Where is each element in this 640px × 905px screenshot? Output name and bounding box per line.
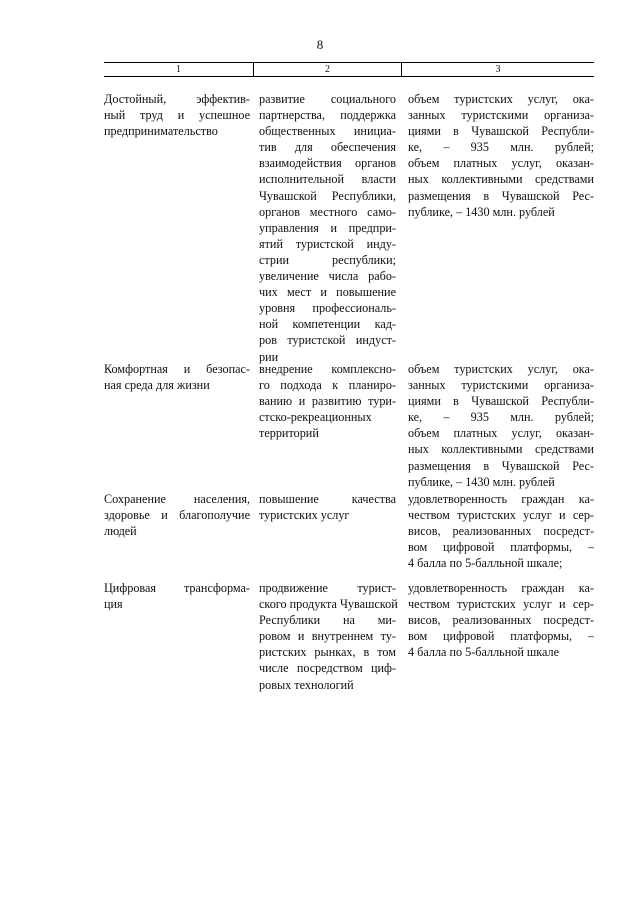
text-line: тив для обеспечения: [259, 140, 396, 155]
text-line: публике, – 1430 млн. рублей: [408, 204, 555, 219]
text-line: висов, реализованных посредст-: [408, 613, 594, 628]
row-1-goal: [104, 91, 250, 139]
text-line: размещения в Чувашской Рес-: [408, 458, 594, 473]
text-line: вом цифровой платформы, –: [408, 540, 594, 555]
text-line: 4 балла по 5-балльной шкале: [408, 645, 560, 660]
text-line: числе посредством циф-: [259, 661, 396, 676]
text-line: объем туристских услуг, ока-: [408, 362, 594, 376]
text-line: го подхода к планиро-: [259, 378, 396, 393]
text-line: территорий: [259, 426, 319, 441]
text-line: ванию и развитию тури-: [259, 394, 396, 409]
text-line: органов местного само-: [259, 204, 396, 219]
text-line: туристских услуг: [259, 508, 350, 523]
text-line: увеличение числа рабо-: [259, 269, 396, 284]
text-line: объем платных услуг, оказан-: [408, 156, 594, 171]
text-line: висов, реализованных посредст-: [408, 524, 594, 539]
text-line: управления и предпри-: [259, 220, 396, 235]
row-4-task: [259, 580, 396, 693]
text-line: стско-рекреационных: [259, 410, 372, 425]
text-line: чеством туристских услуг и сер-: [408, 597, 594, 612]
row-3-goal: [104, 491, 250, 539]
text-line: ристских рынках, в том: [259, 645, 396, 660]
row-4-goal: [104, 580, 250, 612]
text-line: развитие социального: [259, 92, 396, 106]
text-line: внедрение комплексно-: [259, 362, 396, 376]
text-line: стрии республики;: [259, 252, 396, 267]
text-line: публике, – 1430 млн. рублей: [408, 474, 555, 489]
text-line: циями в Чувашской Республи-: [408, 124, 594, 139]
row-1-task: [259, 91, 396, 365]
column-number-3: 3: [495, 64, 501, 75]
text-line: ке, – 935 млн. рублей;: [408, 140, 594, 155]
text-line: общественных инициа-: [259, 124, 396, 139]
text-line: продвижение турист-: [259, 581, 396, 595]
text-line: рии: [259, 349, 279, 364]
row-2-task: [259, 361, 396, 441]
text-line: Чувашской Республики,: [259, 188, 396, 203]
text-line: 4 балла по 5-балльной шкале;: [408, 556, 563, 571]
row-3-task: [259, 491, 396, 523]
row-4-indicator: [408, 580, 594, 660]
text-line: ровом и внутреннем ту-: [259, 629, 396, 644]
text-line: объем платных услуг, оказан-: [408, 426, 594, 441]
table-header-row: [104, 62, 594, 77]
row-2-indicator: [408, 361, 594, 490]
text-line: вом цифровой платформы, –: [408, 629, 594, 644]
text-line: ровых технологий: [259, 677, 354, 692]
text-line: ный труд и успешное: [104, 108, 250, 123]
text-line: занных туристскими организа-: [408, 108, 594, 123]
text-line: людей: [104, 524, 137, 539]
text-line: занных туристскими организа-: [408, 378, 594, 393]
text-line: размещения в Чувашской Рес-: [408, 188, 594, 203]
text-line: Комфортная и безопас-: [104, 362, 250, 376]
text-line: ке, – 935 млн. рублей;: [408, 410, 594, 425]
text-line: уровня профессиональ-: [259, 301, 396, 316]
text-line: повышение качества: [259, 492, 396, 506]
text-line: Достойный, эффектив-: [104, 92, 250, 106]
text-line: Цифровая трансформа-: [104, 581, 250, 595]
text-line: циями в Чувашской Республи-: [408, 394, 594, 409]
text-line: ров туристской индуст-: [259, 333, 396, 348]
text-line: удовлетворенность граждан ка-: [408, 492, 594, 506]
text-line: предпринимательство: [104, 124, 218, 139]
column-number-2: 2: [254, 63, 402, 76]
text-line: объем туристских услуг, ока-: [408, 92, 594, 106]
text-line: ная среда для жизни: [104, 378, 210, 393]
text-line: ятий туристской инду-: [259, 236, 396, 251]
text-line: ной компетенции кад-: [259, 317, 396, 332]
text-line: Сохранение населения,: [104, 492, 250, 506]
text-line: взаимодействия органов: [259, 156, 396, 171]
text-line: чеством туристских услуг и сер-: [408, 508, 594, 523]
text-line: ция: [104, 597, 123, 612]
text-line: ных коллективными средствами: [408, 442, 594, 457]
text-line: здоровье и благополучие: [104, 508, 250, 523]
page-number: 8: [316, 37, 324, 52]
text-line: ского продукта Чувашской: [259, 597, 398, 612]
row-1-indicator: [408, 91, 594, 220]
text-line: Республики на ми-: [259, 613, 396, 628]
text-line: ных коллективными средствами: [408, 172, 594, 187]
text-line: партнерства, поддержка: [259, 108, 396, 123]
row-2-goal: [104, 361, 250, 393]
text-line: удовлетворенность граждан ка-: [408, 581, 594, 595]
text-line: исполнительной власти: [259, 172, 396, 187]
column-number-1: 1: [104, 63, 254, 76]
row-3-indicator: [408, 491, 594, 571]
text-line: чих мест и повышение: [259, 285, 396, 300]
